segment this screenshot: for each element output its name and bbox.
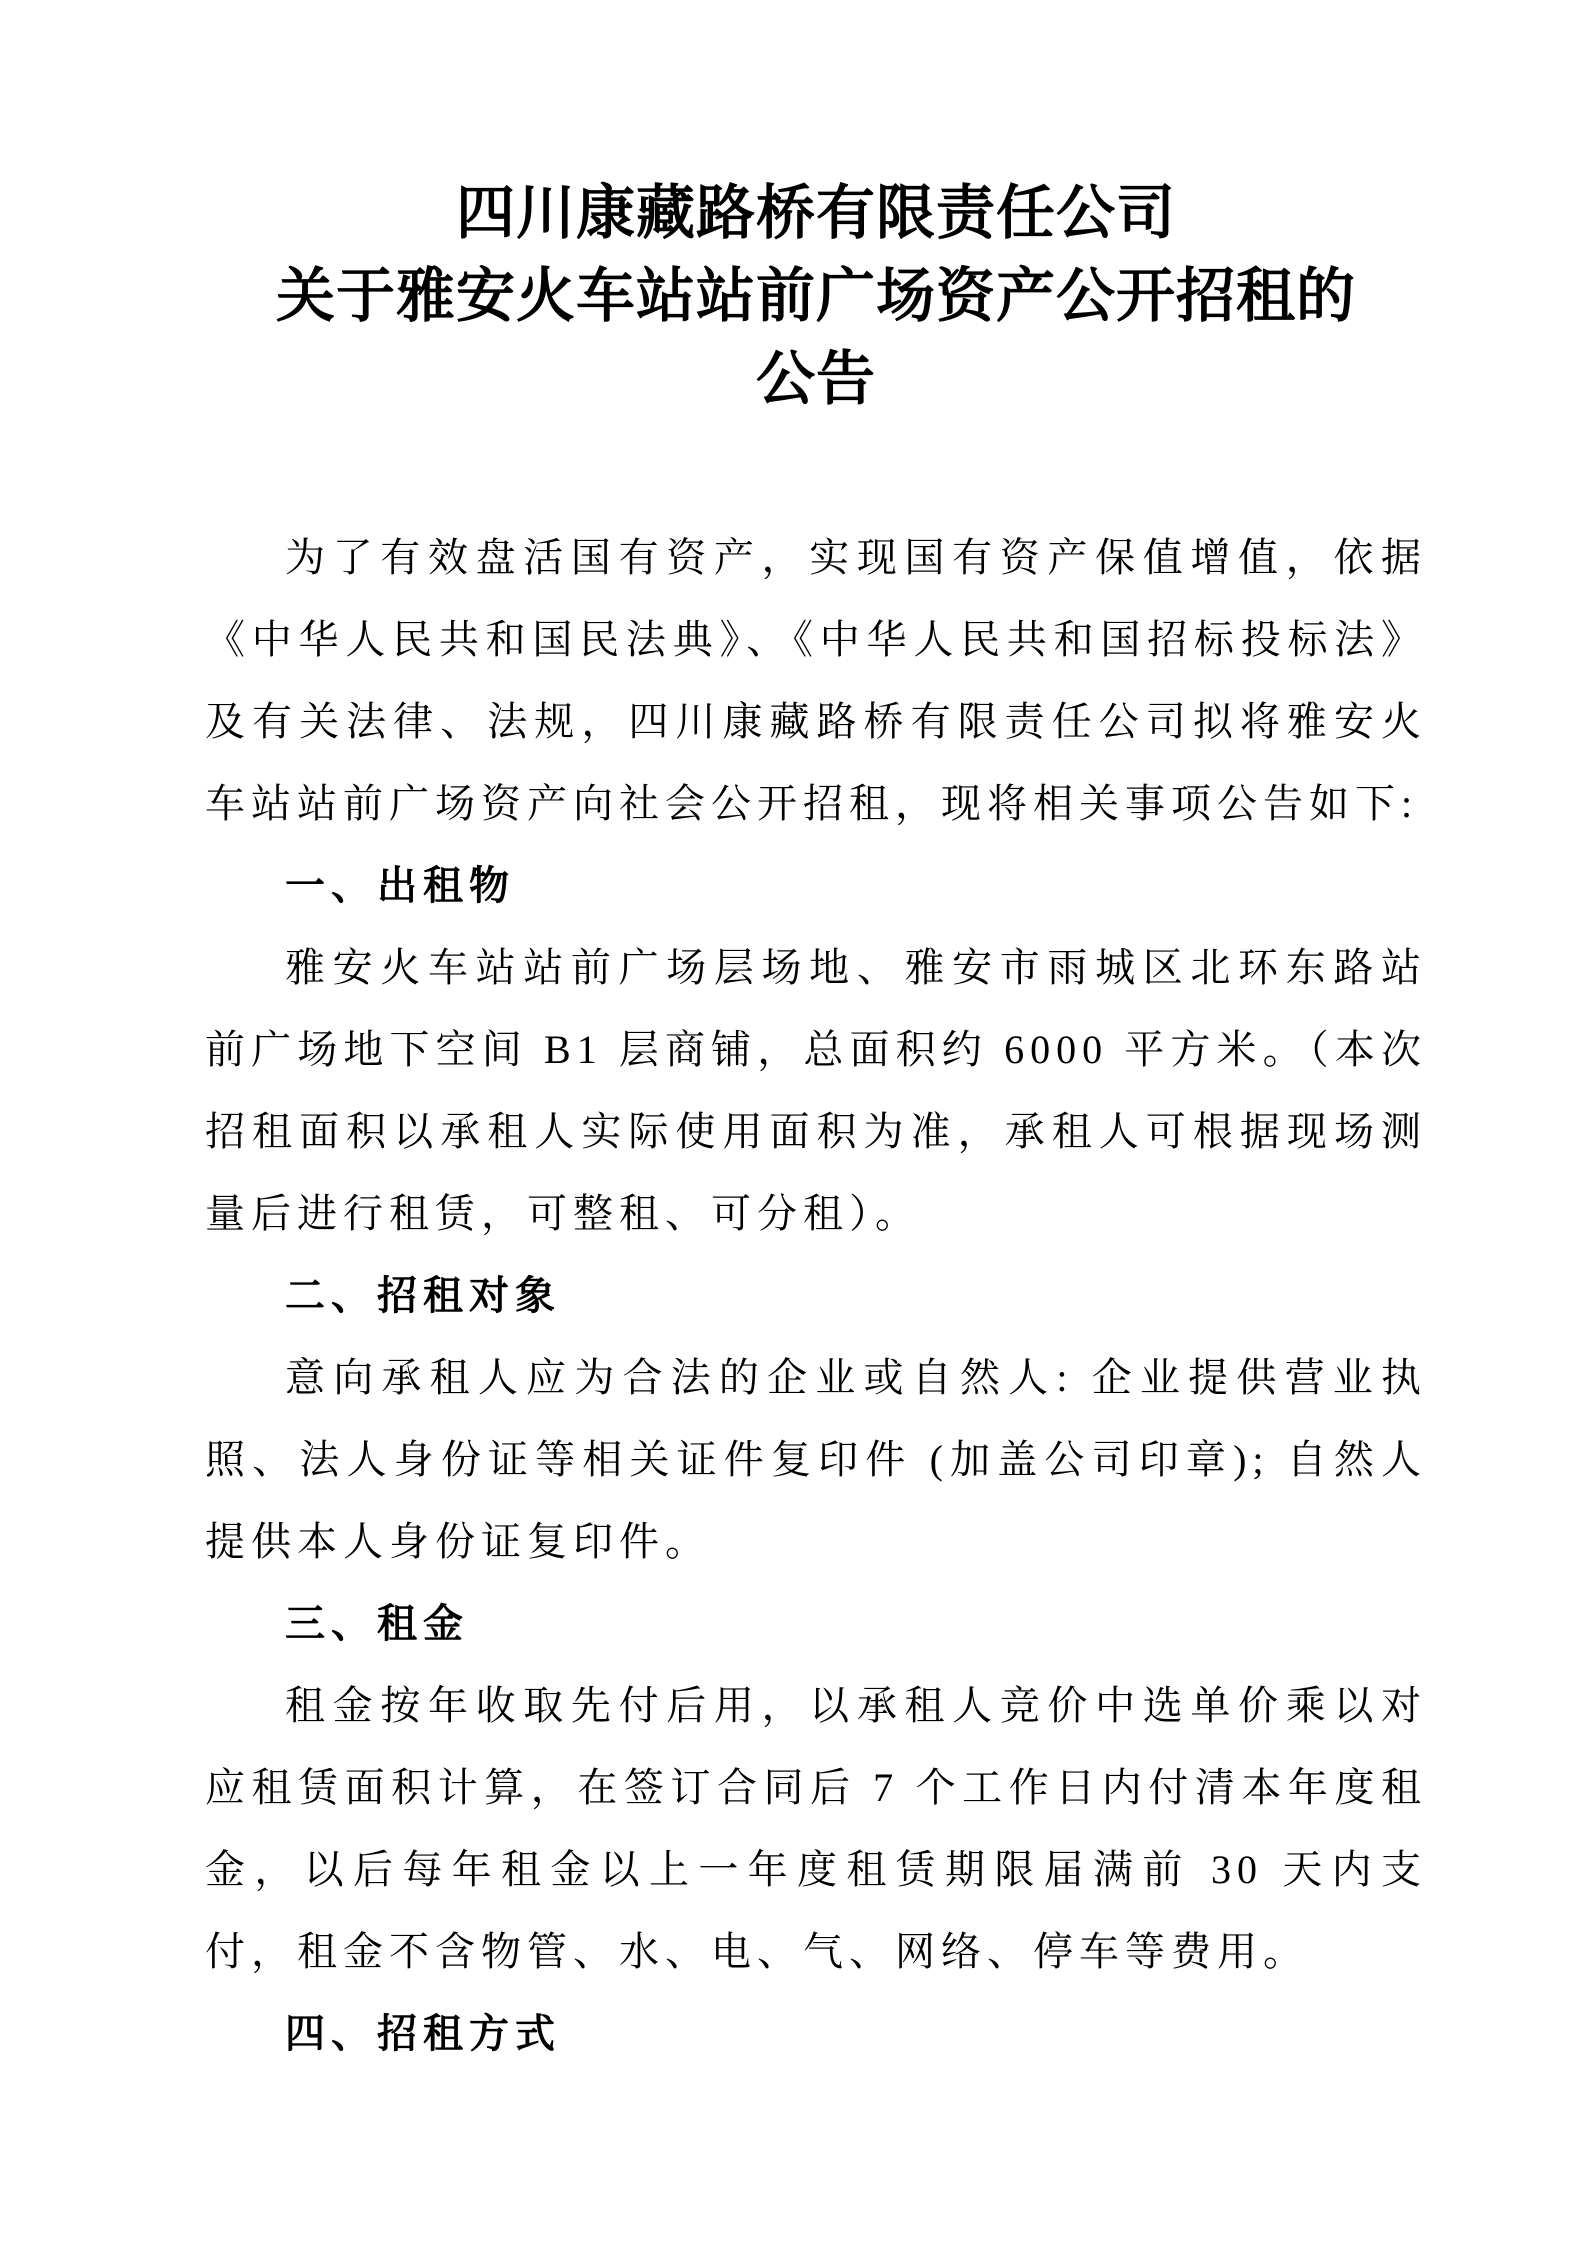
- section-heading-target: 二、招租对象: [285, 1274, 561, 1318]
- paragraph-rental-item: 雅安火车站站前广场层场地、雅安市雨城区北环东路站前广场地下空间 B1 层商铺，总面积约 6000 平方米。（本次招租面积以承租人实际使用面积为准，承租人可根据现场测量后进行租赁，可整租、可分租）。: [205, 945, 1427, 1236]
- title-line-announcement: 公告: [755, 346, 876, 412]
- paragraph-rent: 租金按年收取先付后用，以承租人竞价中选单价乘以对应租赁面积计算，在签订合同后 7 个工作日内付清本年度租金，以后每年租金以上一年度租赁期限届满前 30 天内支付，租金不含物管、水、电、气、网络、停车等费用。: [205, 1683, 1427, 1974]
- title-line-company: 四川康藏路桥有限责任公司: [455, 180, 1176, 246]
- paragraph-target: 意向承租人应为合法的企业或自然人: 企业提供营业执照、法人身份证等相关证件复印件 (加盖公司印章); 自然人提供本人身份证复印件。: [205, 1355, 1427, 1564]
- section-heading-method: 四、招租方式: [285, 2012, 561, 2056]
- document-title: [185, 172, 1447, 421]
- title-line-subject: 关于雅安火车站站前广场资产公开招租的: [275, 263, 1356, 329]
- paragraph-intro: 为了有效盘活国有资产，实现国有资产保值增值，依据《中华人民共和国民法典》、《中华人民共和国招标投标法》及有关法律、法规，四川康藏路桥有限责任公司拟将雅安火车站站前广场资产向社会公开招租，现将相关事项公告如下:: [205, 535, 1427, 826]
- section-heading-rent: 三、租金: [285, 1602, 469, 1646]
- document-body: [205, 517, 1427, 2075]
- section-heading-rental-item: 一、出租物: [285, 864, 515, 908]
